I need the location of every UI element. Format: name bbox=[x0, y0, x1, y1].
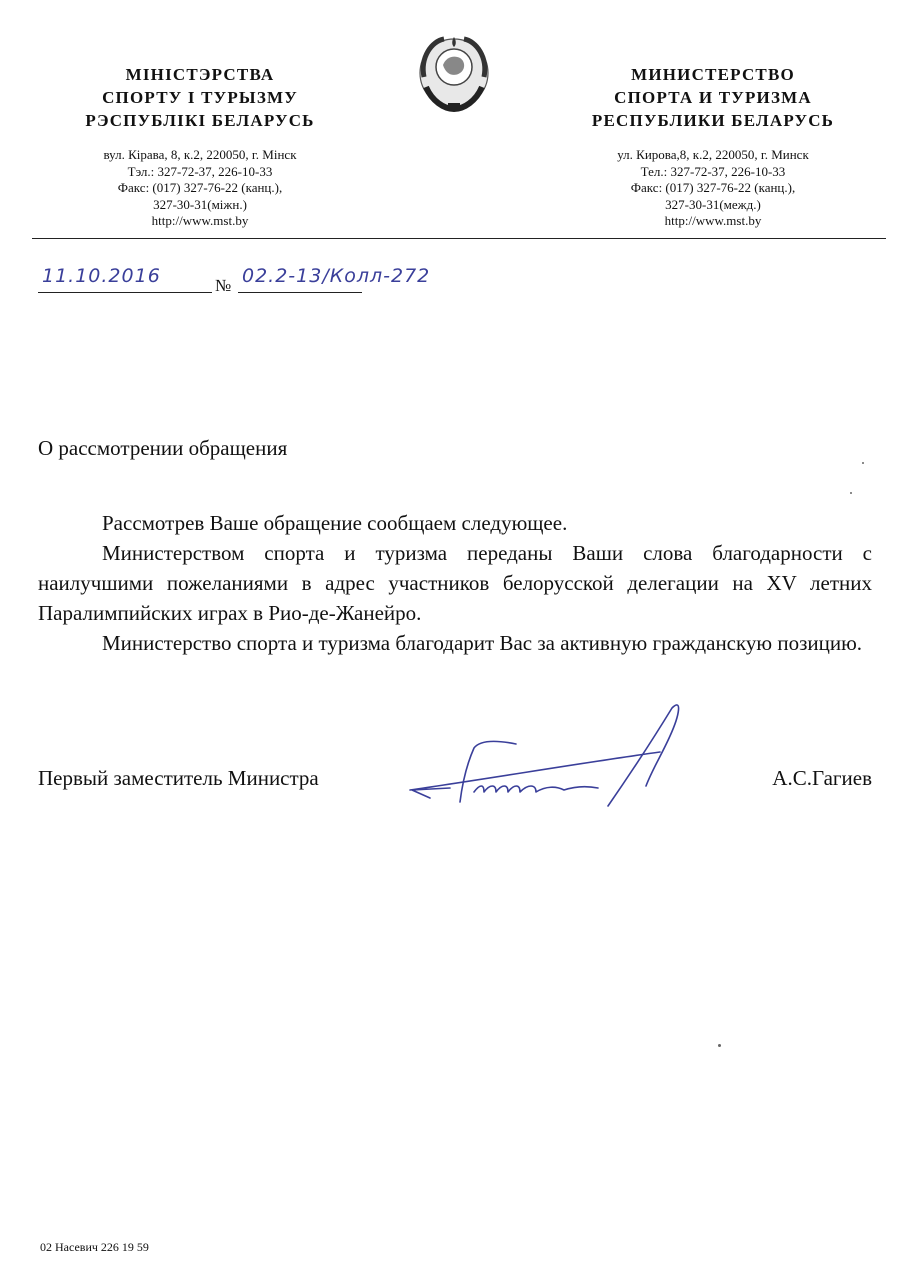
phone-line: Тэл.: 327-72-37, 226-10-33 bbox=[127, 163, 273, 179]
org-name-by bbox=[40, 63, 360, 132]
website-link[interactable]: http://www.mst.by bbox=[151, 213, 249, 228]
org-line: МИНИСТЕРСТВО bbox=[631, 65, 795, 84]
org-line: МІНІСТЭРСТВА bbox=[125, 65, 275, 84]
registration-date: 11.10.2016 bbox=[42, 265, 161, 287]
body-paragraph: Министерство спорта и туризма благодарит Вас за активную гражданскую позицию. bbox=[102, 631, 863, 655]
letter-subject: О рассмотрении обращения bbox=[38, 436, 288, 460]
number-label: № bbox=[215, 276, 232, 295]
letter-body bbox=[38, 508, 872, 658]
scan-speck bbox=[850, 492, 852, 494]
fax-line-2: 327-30-31(міжн.) bbox=[153, 196, 247, 212]
registration-number: 02.2-13/Колл-272 bbox=[242, 265, 431, 287]
header-divider bbox=[32, 238, 886, 239]
org-line: РЭСПУБЛІКІ БЕЛАРУСЬ bbox=[85, 111, 315, 130]
org-line: СПОРТА И ТУРИЗМА bbox=[614, 88, 812, 107]
fax-line: Факс: (017) 327-76-22 (канц.), bbox=[630, 180, 796, 195]
org-line: РЕСПУБЛИКИ БЕЛАРУСЬ bbox=[591, 111, 835, 130]
scan-speck bbox=[862, 462, 864, 464]
phone-line: Тел.: 327-72-37, 226-10-33 bbox=[640, 163, 786, 179]
org-line: СПОРТУ І ТУРЫЗМУ bbox=[102, 88, 298, 107]
date-underline bbox=[38, 292, 212, 293]
handwritten-signature bbox=[400, 700, 730, 820]
executor-footer: 02 Насевич 226 19 59 bbox=[40, 1240, 149, 1254]
address-by bbox=[40, 147, 360, 230]
fax-line-2: 327-30-31(межд.) bbox=[665, 196, 761, 212]
header-left bbox=[40, 63, 360, 230]
address-line: вул. Кірава, 8, к.2, 220050, г. Мінск bbox=[103, 147, 297, 162]
fax-line: Факс: (017) 327-76-22 (канц.), bbox=[117, 180, 283, 195]
website-link[interactable]: http://www.mst.by bbox=[664, 213, 762, 228]
state-emblem-icon bbox=[410, 27, 498, 117]
body-paragraph: Министерством спорта и туризма переданы Ваши слова благодарности с наилучшими пожеланиями в адрес участников белорусской делегации на XV летних Паралимпийских играх в Рио-де-Жанейро. bbox=[38, 541, 872, 625]
signatory-title: Первый заместитель Министра bbox=[38, 766, 319, 790]
address-ru bbox=[552, 147, 874, 230]
body-paragraph: Рассмотрев Ваше обращение сообщаем следующее. bbox=[102, 511, 568, 535]
scan-speck bbox=[718, 1044, 721, 1047]
org-name-ru bbox=[552, 63, 874, 132]
address-line: ул. Кирова,8, к.2, 220050, г. Минск bbox=[617, 147, 809, 162]
number-underline bbox=[238, 292, 362, 293]
signatory-name: А.С.Гагиев bbox=[772, 766, 872, 790]
header-right bbox=[552, 63, 874, 230]
